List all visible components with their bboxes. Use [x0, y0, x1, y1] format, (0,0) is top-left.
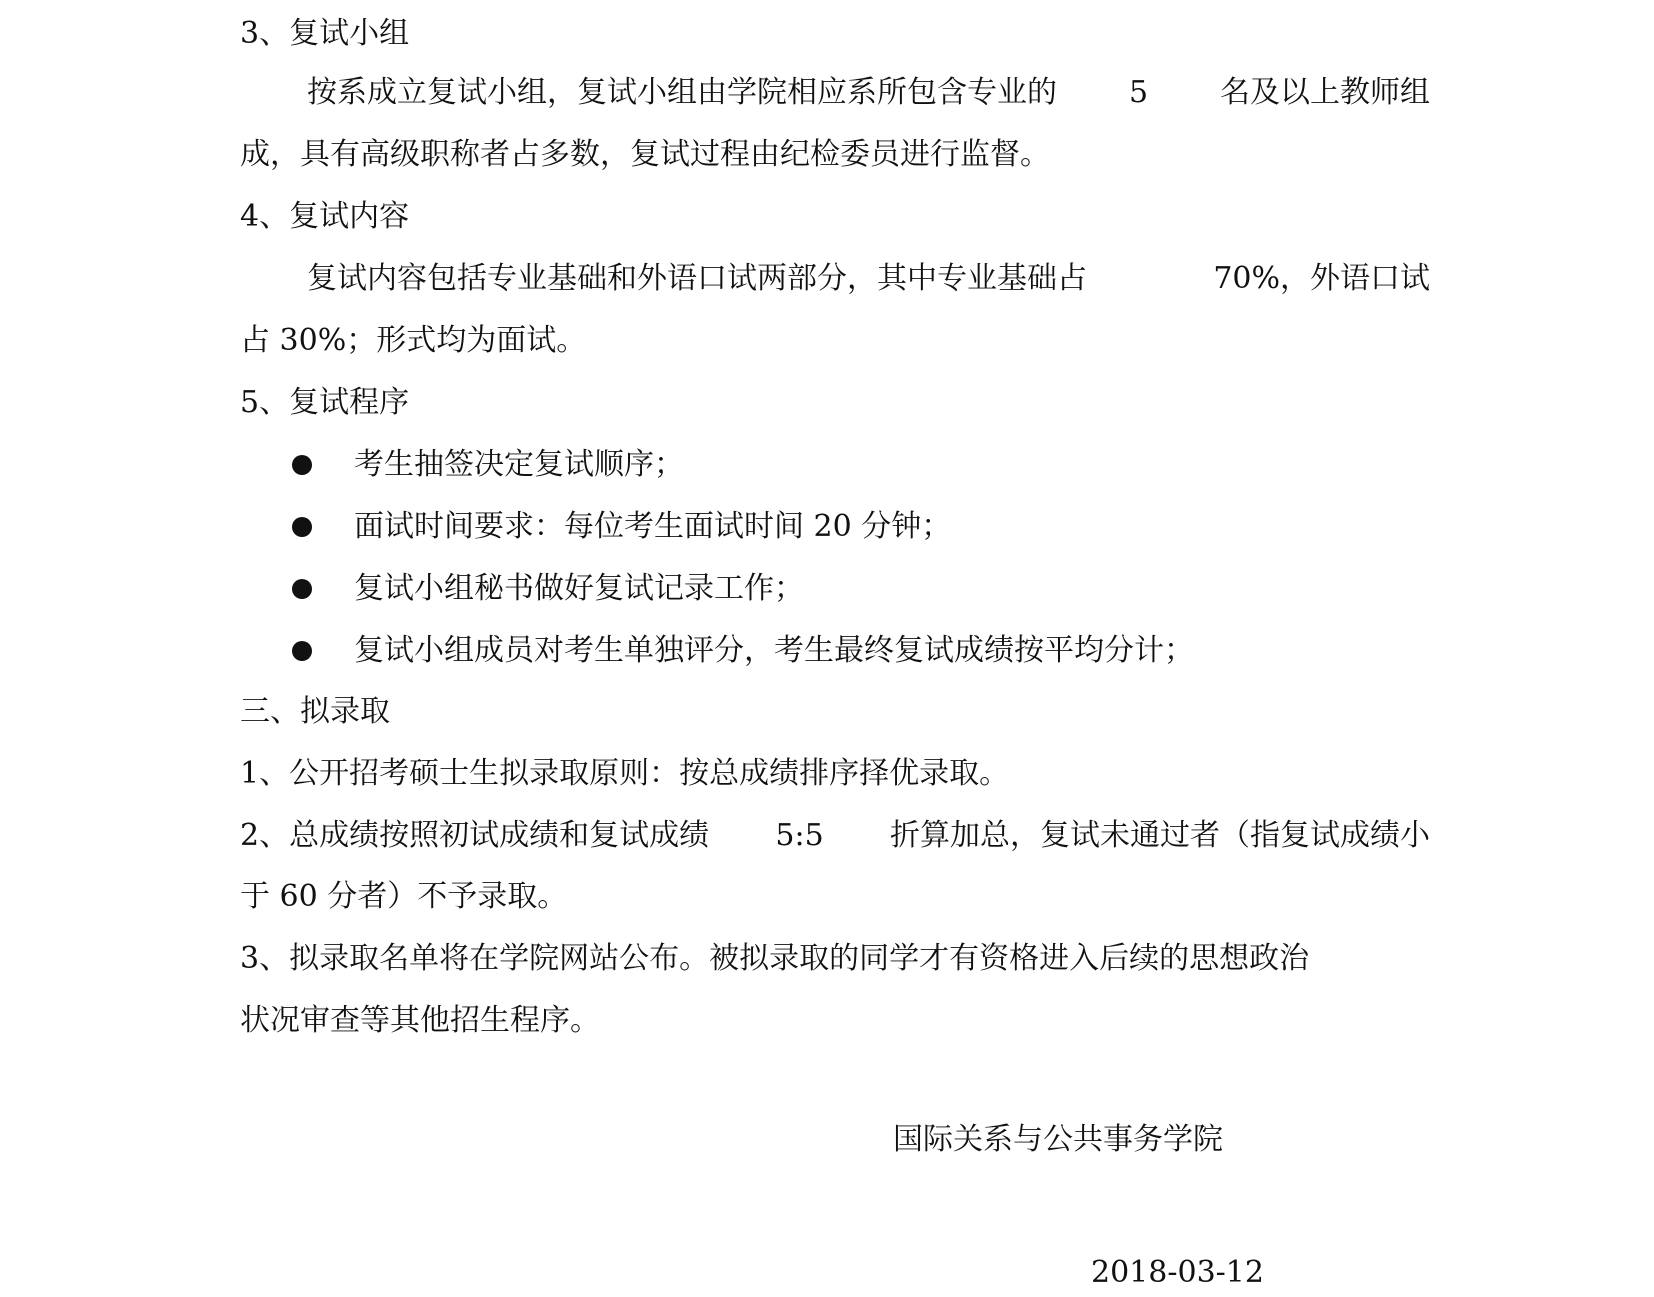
- bullet-dot-icon: [292, 517, 312, 537]
- section3-text-a: 按系成立复试小组，复试小组由学院相应系所包含专业的: [307, 75, 1057, 110]
- section4-text-b: 70%，外语口试: [1213, 261, 1430, 296]
- section4-paragraph-line1: [307, 259, 1430, 299]
- list-item-text: 考生抽签决定复试顺序；: [354, 447, 684, 482]
- part3-item2-line2: 于 60 分者）不予录取。: [240, 879, 568, 914]
- signature-org: 国际关系与公共事务学院: [893, 1122, 1223, 1157]
- part3-item2-text-c: 折算加总，复试未通过者（指复试成绩小: [890, 818, 1430, 853]
- bullet-dot-icon: [292, 641, 312, 661]
- part3-item2-text-a: 2、总成绩按照初试成绩和复试成绩: [240, 818, 710, 853]
- section3-paragraph-line1: [307, 73, 1430, 113]
- section5-heading: 5、复试程序: [240, 385, 410, 420]
- signature-date: 2018-03-12: [1091, 1255, 1264, 1290]
- section4-text-a: 复试内容包括专业基础和外语口试两部分，其中专业基础占: [307, 261, 1087, 296]
- bullet-dot-icon: [292, 579, 312, 599]
- section3-text-c: 名及以上教师组: [1220, 75, 1430, 110]
- part3-item2-line1: [240, 816, 1430, 856]
- bullet-dot-icon: [292, 455, 312, 475]
- part3-item3-line2: 状况审查等其他招生程序。: [240, 1003, 600, 1038]
- part3-item1: 1、公开招考硕士生拟录取原则：按总成绩排序择优录取。: [240, 756, 1010, 791]
- section3-heading: 3、复试小组: [240, 16, 410, 51]
- section3-paragraph-line2: 成，具有高级职称者占多数，复试过程由纪检委员进行监督。: [240, 137, 1050, 172]
- part3-item2-text-b: 5:5: [775, 818, 824, 853]
- section4-heading: 4、复试内容: [240, 199, 410, 234]
- list-item-text: 面试时间要求：每位考生面试时间 20 分钟；: [354, 509, 952, 544]
- section4-paragraph-line2: 占 30%；形式均为面试。: [240, 323, 587, 358]
- list-item-text: 复试小组成员对考生单独评分，考生最终复试成绩按平均分计；: [354, 633, 1194, 668]
- list-item-text: 复试小组秘书做好复试记录工作；: [354, 571, 804, 606]
- section3-text-b: 5: [1128, 75, 1149, 110]
- part3-item3-line1: 3、拟录取名单将在学院网站公布。被拟录取的同学才有资格进入后续的思想政治: [240, 941, 1310, 976]
- part3-heading: 三、拟录取: [240, 694, 390, 729]
